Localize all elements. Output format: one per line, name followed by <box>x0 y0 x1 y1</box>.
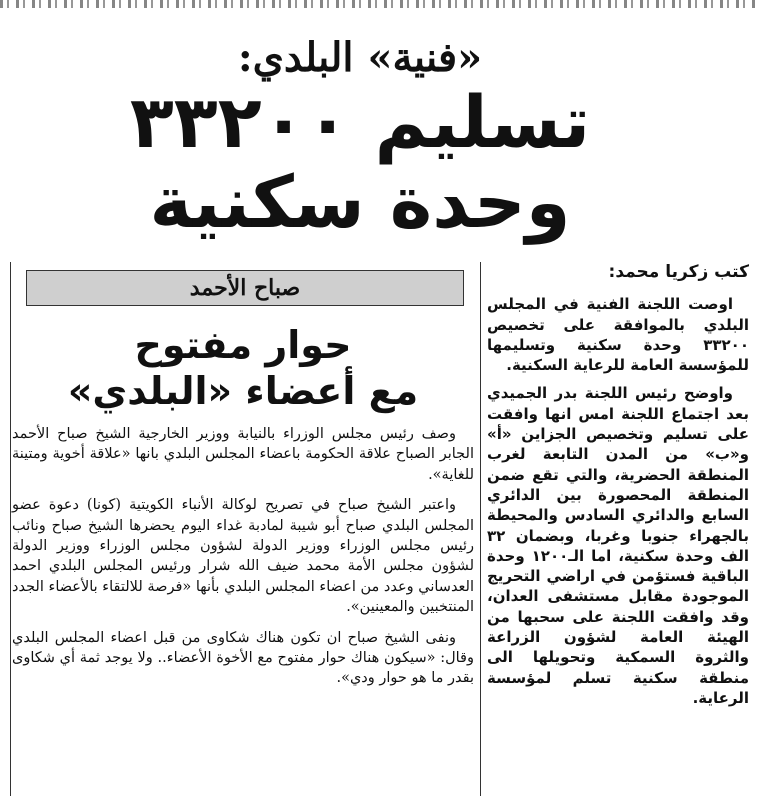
headline-block <box>40 34 680 242</box>
sidebar-title <box>12 322 474 414</box>
column-rule-middle <box>480 262 481 796</box>
top-edge-strip <box>0 0 757 8</box>
byline: كتب زكريا محمد: <box>608 262 749 282</box>
sidebar-paragraph: واعتبر الشيخ صباح في تصريح لوكالة الأنباء الكويتية (كونا) دعوة عضو المجلس البلدي صباح أبو شيبة لمادبة غداء اليوم يحضرها الشيخ صباح ونائب رئيس مجلس الوزراء ووزير الدولة لشؤون مجلس الوزراء ووزير الدولة لشؤون مجلس الأمة محمد ضيف الله شرار ورئيس المجلس البلدي احمد العدساني وعدد من اعضاء المجلس البلدي بأنها «فرصة للالتقاء بالأعضاء الجدد المنتخبين والمعينين». <box>12 497 474 616</box>
main-paragraph: واوضح رئيس اللجنة بدر الجميدي بعد اجتماع اللجنة امس انها وافقت على تسليم وتخصيص الجزاين «أ» و«ب» من المدن التابعة لغرب المنطقة الحضرية، والتي تقع ضمن المنطقة المحصورة بين الدائري السابع والدائري السادس والمحيطة بالجهراء جنوبا وغربا، وبضمان ٣٢ الف وحدة سكنية، اما الـ١٢٠٠ وحدة الباقية فستؤمن في اراضي التحريج الموجودة مقابل مستشفى العدان، وقد وافقت اللجنة على سحبها من الهيئة العامة لشؤون الزراعة والثروة السمكية وتحويلها الى منطقة سكنية تسلم لمؤسسة الرعاية. <box>487 384 749 707</box>
main-paragraph: اوصت اللجنة الفنية في المجلس البلدي بالموافقة على تخصيص ٣٣٢٠٠ وحدة سكنية وتسليمها للمؤسسة العامة للرعاية السكنية. <box>487 295 749 375</box>
sidebar-title-line-1: حوار مفتوح <box>134 323 352 367</box>
sidebar-title-line-2: مع أعضاء «البلدي» <box>67 369 419 413</box>
sidebar-paragraph: ونفى الشيخ صباح ان تكون هناك شكاوى من قبل اعضاء المجلس البلدي وقال: «سيكون هناك حوار مفتوح مع الأخوة الأعضاء.. ولا يوجد ثمة أي شكاوى بقدر ما هو حوار ودي». <box>12 629 474 687</box>
headline-line-1: تسليم ٣٣٢٠٠ <box>129 80 591 164</box>
column-rule-left <box>10 262 11 796</box>
headline-line-2: وحدة سكنية <box>149 160 571 244</box>
sidebar-article <box>12 268 474 699</box>
section-label: صباح الأحمد <box>26 270 464 306</box>
sidebar-paragraph: وصف رئيس مجلس الوزراء بالنيابة ووزير الخارجية الشيخ صباح الأحمد الجابر الصباح علاقة الحكومة باعضاء المجلس البلدي بانها «علاقة أخوية ومتينة للغاية». <box>12 426 474 483</box>
kicker: «فنية» البلدي: <box>237 34 483 81</box>
main-article-column <box>487 262 749 716</box>
sidebar-body <box>12 424 474 689</box>
